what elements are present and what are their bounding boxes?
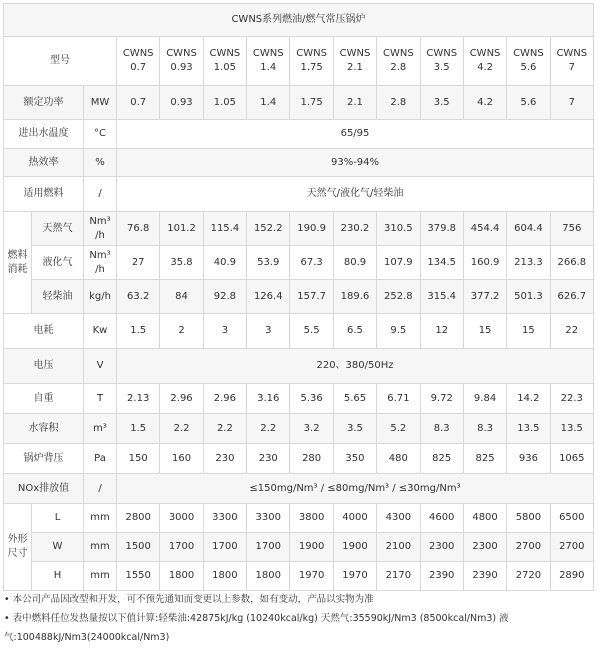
value-cell: 15 bbox=[463, 314, 506, 349]
row-unit: mm bbox=[84, 504, 117, 533]
merged-value-cell: 93%-94% bbox=[117, 149, 594, 177]
row-unit: / bbox=[84, 474, 117, 504]
value-cell: 5800 bbox=[507, 504, 550, 533]
value-cell: 377.2 bbox=[463, 280, 506, 314]
value-cell: 230.2 bbox=[333, 212, 376, 246]
group-label: 燃料 消耗 bbox=[4, 212, 32, 314]
value-cell: 5.6 bbox=[507, 86, 550, 120]
value-cell: 134.5 bbox=[420, 246, 463, 280]
value-cell: 157.7 bbox=[290, 280, 333, 314]
row-label: W bbox=[32, 533, 84, 562]
value-cell: 160.9 bbox=[463, 246, 506, 280]
value-cell: 67.3 bbox=[290, 246, 333, 280]
value-cell: 126.4 bbox=[247, 280, 290, 314]
consumption-row bbox=[4, 280, 594, 314]
value-cell: 6.5 bbox=[333, 314, 376, 349]
value-cell: 0.93 bbox=[160, 86, 203, 120]
value-cell: 1800 bbox=[203, 562, 246, 591]
row-unit: m³ bbox=[84, 414, 117, 444]
value-cell: 2.1 bbox=[333, 86, 376, 120]
value-cell: 107.9 bbox=[377, 246, 420, 280]
value-cell: 2.96 bbox=[160, 384, 203, 414]
header-row bbox=[4, 37, 594, 86]
value-cell: 2.2 bbox=[160, 414, 203, 444]
value-cell: 53.9 bbox=[247, 246, 290, 280]
model-cell: CWNS 5.6 bbox=[507, 37, 550, 86]
value-cell: 2.96 bbox=[203, 384, 246, 414]
value-cell: 2800 bbox=[117, 504, 160, 533]
row-label: 水容积 bbox=[4, 414, 84, 444]
row-unit: °C bbox=[84, 120, 117, 149]
model-cell: CWNS 2.8 bbox=[377, 37, 420, 86]
value-cell: 1970 bbox=[333, 562, 376, 591]
value-cell: 3 bbox=[203, 314, 246, 349]
value-cell: 2700 bbox=[507, 533, 550, 562]
value-cell: 7 bbox=[550, 86, 593, 120]
value-cell: 379.8 bbox=[420, 212, 463, 246]
value-cell: 315.4 bbox=[420, 280, 463, 314]
voltage-row bbox=[4, 349, 594, 384]
value-cell: 160 bbox=[160, 444, 203, 474]
value-cell: 40.9 bbox=[203, 246, 246, 280]
efficiency-row bbox=[4, 149, 594, 177]
value-cell: 350 bbox=[333, 444, 376, 474]
value-cell: 15 bbox=[507, 314, 550, 349]
water-temp-row bbox=[4, 120, 594, 149]
model-cell: CWNS 1.05 bbox=[203, 37, 246, 86]
dimension-row bbox=[4, 504, 594, 533]
value-cell: 756 bbox=[550, 212, 593, 246]
footnote: 气:100488kJ/Nm3(24000kcal/Nm3) bbox=[4, 632, 170, 643]
value-cell: 3000 bbox=[160, 504, 203, 533]
nox-row bbox=[4, 474, 594, 504]
value-cell: 13.5 bbox=[550, 414, 593, 444]
value-cell: 2 bbox=[160, 314, 203, 349]
value-cell: 1800 bbox=[247, 562, 290, 591]
value-cell: 1065 bbox=[550, 444, 593, 474]
title-row bbox=[4, 4, 594, 37]
row-unit: mm bbox=[84, 533, 117, 562]
value-cell: 2390 bbox=[463, 562, 506, 591]
group-label: 外形 尺寸 bbox=[4, 504, 32, 591]
value-cell: 3300 bbox=[203, 504, 246, 533]
value-cell: 2.13 bbox=[117, 384, 160, 414]
merged-value-cell: ≤150mg/Nm³ / ≤80mg/Nm³ / ≤30mg/Nm³ bbox=[117, 474, 594, 504]
value-cell: 1550 bbox=[117, 562, 160, 591]
consumption-row bbox=[4, 212, 594, 246]
value-cell: 2390 bbox=[420, 562, 463, 591]
value-cell: 84 bbox=[160, 280, 203, 314]
value-cell: 27 bbox=[117, 246, 160, 280]
power-row bbox=[4, 86, 594, 120]
fuel-row bbox=[4, 177, 594, 212]
footnote: • 表中燃料任位发热量按以下值计算:轻柴油:42875kJ/kg (10240kcal/kg) 天然气:35590kJ/Nm3 (8500kcal/Nm3) 液 bbox=[4, 613, 509, 624]
value-cell: 1.4 bbox=[247, 86, 290, 120]
value-cell: 1800 bbox=[160, 562, 203, 591]
value-cell: 5.65 bbox=[333, 384, 376, 414]
row-label: H bbox=[32, 562, 84, 591]
row-unit: / bbox=[84, 177, 117, 212]
value-cell: 230 bbox=[203, 444, 246, 474]
value-cell: 825 bbox=[463, 444, 506, 474]
row-unit: mm bbox=[84, 562, 117, 591]
spec-table-body bbox=[4, 4, 594, 591]
value-cell: 1500 bbox=[117, 533, 160, 562]
value-cell: 1700 bbox=[247, 533, 290, 562]
value-cell: 936 bbox=[507, 444, 550, 474]
model-cell: CWNS 3.5 bbox=[420, 37, 463, 86]
row-unit: Nm³ /h bbox=[84, 246, 117, 280]
model-cell: CWNS 4.2 bbox=[463, 37, 506, 86]
merged-value-cell: 65/95 bbox=[117, 120, 594, 149]
value-cell: 1700 bbox=[160, 533, 203, 562]
value-cell: 1900 bbox=[290, 533, 333, 562]
row-label: 热效率 bbox=[4, 149, 84, 177]
row-label: 天然气 bbox=[32, 212, 84, 246]
value-cell: 2300 bbox=[420, 533, 463, 562]
value-cell: 189.6 bbox=[333, 280, 376, 314]
row-label: 进出水温度 bbox=[4, 120, 84, 149]
table-title: CWNS系列燃油/燃气常压锅炉 bbox=[4, 4, 594, 37]
value-cell: 310.5 bbox=[377, 212, 420, 246]
value-cell: 80.9 bbox=[333, 246, 376, 280]
merged-value-cell: 220、380/50Hz bbox=[117, 349, 594, 384]
value-cell: 604.4 bbox=[507, 212, 550, 246]
row-unit: Nm³ /h bbox=[84, 212, 117, 246]
value-cell: 22 bbox=[550, 314, 593, 349]
dimension-row bbox=[4, 562, 594, 591]
value-cell: 825 bbox=[420, 444, 463, 474]
value-cell: 190.9 bbox=[290, 212, 333, 246]
footnotes bbox=[4, 590, 596, 647]
value-cell: 1970 bbox=[290, 562, 333, 591]
value-cell: 115.4 bbox=[203, 212, 246, 246]
value-cell: 22.3 bbox=[550, 384, 593, 414]
value-cell: 3 bbox=[247, 314, 290, 349]
row-unit: T bbox=[84, 384, 117, 414]
dimension-row bbox=[4, 533, 594, 562]
row-label: L bbox=[32, 504, 84, 533]
value-cell: 480 bbox=[377, 444, 420, 474]
row-unit: V bbox=[84, 349, 117, 384]
spec-table bbox=[3, 3, 594, 591]
value-cell: 3800 bbox=[290, 504, 333, 533]
value-cell: 2170 bbox=[377, 562, 420, 591]
value-cell: 6.71 bbox=[377, 384, 420, 414]
value-cell: 2720 bbox=[507, 562, 550, 591]
back-pressure-row bbox=[4, 444, 594, 474]
value-cell: 63.2 bbox=[117, 280, 160, 314]
model-cell: CWNS 7 bbox=[550, 37, 593, 86]
value-cell: 252.8 bbox=[377, 280, 420, 314]
value-cell: 5.36 bbox=[290, 384, 333, 414]
value-cell: 2300 bbox=[463, 533, 506, 562]
value-cell: 626.7 bbox=[550, 280, 593, 314]
row-unit: kg/h bbox=[84, 280, 117, 314]
footnote: • 本公司产品因改型和开发，可不预先通知而变更以上参数，如有变动，产品以实物为准 bbox=[4, 594, 374, 605]
merged-value-cell: 天然气/液化气/轻柴油 bbox=[117, 177, 594, 212]
value-cell: 9.72 bbox=[420, 384, 463, 414]
row-label: 自重 bbox=[4, 384, 84, 414]
value-cell: 4600 bbox=[420, 504, 463, 533]
row-unit: MW bbox=[84, 86, 117, 120]
value-cell: 6500 bbox=[550, 504, 593, 533]
value-cell: 501.3 bbox=[507, 280, 550, 314]
value-cell: 4000 bbox=[333, 504, 376, 533]
value-cell: 280 bbox=[290, 444, 333, 474]
value-cell: 76.8 bbox=[117, 212, 160, 246]
row-label: 额定功率 bbox=[4, 86, 84, 120]
row-label: 适用燃料 bbox=[4, 177, 84, 212]
value-cell: 3.16 bbox=[247, 384, 290, 414]
value-cell: 2.2 bbox=[203, 414, 246, 444]
value-cell: 266.8 bbox=[550, 246, 593, 280]
value-cell: 4.2 bbox=[463, 86, 506, 120]
value-cell: 3.5 bbox=[420, 86, 463, 120]
value-cell: 213.3 bbox=[507, 246, 550, 280]
value-cell: 1.5 bbox=[117, 414, 160, 444]
weight-row bbox=[4, 384, 594, 414]
value-cell: 14.2 bbox=[507, 384, 550, 414]
water-volume-row bbox=[4, 414, 594, 444]
value-cell: 2100 bbox=[377, 533, 420, 562]
value-cell: 1.05 bbox=[203, 86, 246, 120]
value-cell: 4800 bbox=[463, 504, 506, 533]
value-cell: 35.8 bbox=[160, 246, 203, 280]
value-cell: 3.2 bbox=[290, 414, 333, 444]
row-unit: Pa bbox=[84, 444, 117, 474]
model-cell: CWNS 0.93 bbox=[160, 37, 203, 86]
value-cell: 1900 bbox=[333, 533, 376, 562]
value-cell: 0.7 bbox=[117, 86, 160, 120]
value-cell: 101.2 bbox=[160, 212, 203, 246]
electricity-row bbox=[4, 314, 594, 349]
value-cell: 230 bbox=[247, 444, 290, 474]
value-cell: 2.8 bbox=[377, 86, 420, 120]
value-cell: 4300 bbox=[377, 504, 420, 533]
row-unit: % bbox=[84, 149, 117, 177]
value-cell: 1.5 bbox=[117, 314, 160, 349]
value-cell: 2700 bbox=[550, 533, 593, 562]
row-label: 液化气 bbox=[32, 246, 84, 280]
model-cell: CWNS 1.75 bbox=[290, 37, 333, 86]
value-cell: 152.2 bbox=[247, 212, 290, 246]
value-cell: 12 bbox=[420, 314, 463, 349]
model-cell: CWNS 1.4 bbox=[247, 37, 290, 86]
value-cell: 1.75 bbox=[290, 86, 333, 120]
value-cell: 3.5 bbox=[333, 414, 376, 444]
value-cell: 9.84 bbox=[463, 384, 506, 414]
row-label: NOx排放值 bbox=[4, 474, 84, 504]
value-cell: 1700 bbox=[203, 533, 246, 562]
model-cell: CWNS 0.7 bbox=[117, 37, 160, 86]
consumption-row bbox=[4, 246, 594, 280]
value-cell: 2890 bbox=[550, 562, 593, 591]
value-cell: 8.3 bbox=[463, 414, 506, 444]
model-cell: CWNS 2.1 bbox=[333, 37, 376, 86]
value-cell: 150 bbox=[117, 444, 160, 474]
value-cell: 92.8 bbox=[203, 280, 246, 314]
value-cell: 5.5 bbox=[290, 314, 333, 349]
row-label: 电耗 bbox=[4, 314, 84, 349]
value-cell: 2.2 bbox=[247, 414, 290, 444]
model-label: 型号 bbox=[4, 37, 117, 86]
row-label: 电压 bbox=[4, 349, 84, 384]
row-unit: Kw bbox=[84, 314, 117, 349]
value-cell: 3300 bbox=[247, 504, 290, 533]
value-cell: 5.2 bbox=[377, 414, 420, 444]
row-label: 锅炉背压 bbox=[4, 444, 84, 474]
value-cell: 13.5 bbox=[507, 414, 550, 444]
value-cell: 454.4 bbox=[463, 212, 506, 246]
row-label: 轻柴油 bbox=[32, 280, 84, 314]
value-cell: 8.3 bbox=[420, 414, 463, 444]
value-cell: 9.5 bbox=[377, 314, 420, 349]
